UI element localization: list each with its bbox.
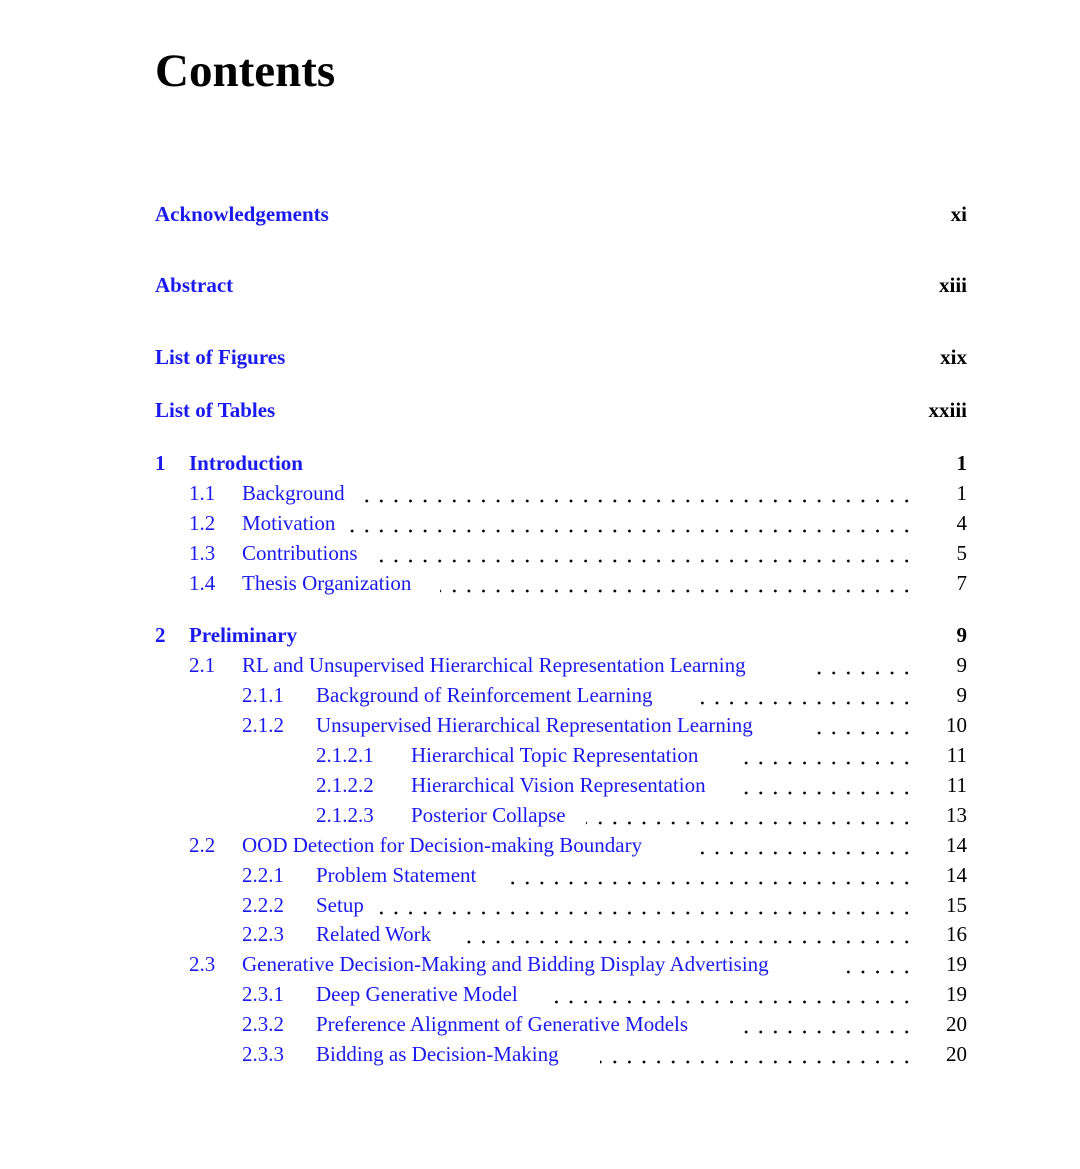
toc-subsection-number[interactable]: 2.1.2 [242,713,284,737]
dot-leader [696,680,914,710]
toc-subsection-label[interactable]: Related Work [316,922,432,946]
dot-leader [506,860,914,890]
toc-chapter-number[interactable]: 1 [155,451,166,475]
toc-section[interactable] [0,478,1080,508]
toc-entry-page: xix [940,345,967,369]
toc-section-number[interactable]: 1.3 [189,541,216,565]
toc-entry-page: 9 [956,623,967,647]
dot-leader [440,568,914,598]
toc-section-label[interactable]: Contributions [242,541,358,565]
toc-subsection-number[interactable]: 2.3.1 [242,982,284,1006]
toc-subsubsection[interactable] [0,740,1080,770]
toc-entry-page: 9 [956,683,967,707]
toc-entry-label[interactable]: Abstract [155,273,234,297]
toc-section-label[interactable]: Generative Decision-Making and Bidding Display Advertising [242,952,769,976]
toc-entry-label[interactable]: List of Figures [155,345,286,369]
toc-subsection-number[interactable]: 2.2.2 [242,893,284,917]
toc-section-number[interactable]: 1.4 [189,571,216,595]
toc-subsubsection-label[interactable]: Hierarchical Topic Representation [411,743,699,767]
dot-leader [696,830,914,860]
toc-section[interactable] [0,568,1080,598]
toc-entry-page: 1 [956,451,967,475]
toc-subsection-label[interactable]: Setup [316,893,364,917]
toc-subsubsection-number[interactable]: 2.1.2.1 [316,743,374,767]
toc-section-label[interactable]: Motivation [242,511,336,535]
dot-leader [744,1009,914,1039]
toc-entry-page: 10 [946,713,967,737]
toc-section[interactable] [0,830,1080,860]
dot-leader [552,979,914,1009]
dot-leader [348,508,914,538]
dot-leader [808,650,914,680]
dot-leader [586,800,914,830]
toc-subsubsection[interactable] [0,800,1080,830]
toc-entry-page: 20 [946,1042,967,1066]
toc-chapter-label[interactable]: Introduction [189,451,303,475]
toc-entry-page: 20 [946,1012,967,1036]
toc-section[interactable] [0,508,1080,538]
toc-entry-page: 9 [956,653,967,677]
toc-entry-page: 11 [946,773,967,797]
toc-section[interactable] [0,538,1080,568]
toc-entry-page: 5 [956,541,967,565]
toc-subsection-label[interactable]: Unsupervised Hierarchical Representation Learning [316,713,753,737]
toc-chapter-2[interactable] [0,620,1080,650]
toc-entry-page: xi [950,202,967,226]
dot-leader [378,538,914,568]
toc-section-label[interactable]: RL and Unsupervised Hierarchical Representation Learning [242,653,746,677]
toc-entry-label[interactable]: List of Tables [155,398,276,422]
dot-leader [600,1039,914,1069]
toc-subsection-label[interactable]: Deep Generative Model [316,982,518,1006]
toc-entry-page: 19 [946,952,967,976]
dot-leader [744,770,914,800]
toc-entry-page: 4 [956,511,967,535]
toc-subsubsection-label[interactable]: Hierarchical Vision Representation [411,773,706,797]
dot-leader [808,710,914,740]
toc-subsection[interactable] [0,710,1080,740]
toc-entry-label[interactable]: Acknowledgements [155,202,329,226]
toc-entry-page: xiii [938,273,967,297]
toc-subsection[interactable] [0,1009,1080,1039]
toc-subsection[interactable] [0,979,1080,1009]
toc-subsubsection-number[interactable]: 2.1.2.2 [316,773,374,797]
toc-chapter-label[interactable]: Preliminary [189,623,298,647]
toc-entry-page: 14 [946,863,967,887]
dot-leader [456,919,914,949]
toc-subsubsection[interactable] [0,770,1080,800]
toc-section-number[interactable]: 2.2 [189,833,216,857]
toc-entry-list-of-tables[interactable] [0,395,1080,425]
toc-entry-page: 15 [946,893,967,917]
toc-subsubsection-number[interactable]: 2.1.2.3 [316,803,374,827]
toc-subsection-label[interactable]: Problem Statement [316,863,477,887]
toc-subsection[interactable] [0,919,1080,949]
toc-subsection-label[interactable]: Bidding as Decision-Making [316,1042,559,1066]
toc-entry-page: 14 [946,833,967,857]
toc-section-label[interactable]: Thesis Organization [242,571,412,595]
toc-entry-page: 7 [956,571,967,595]
toc-section[interactable] [0,949,1080,979]
toc-subsection[interactable] [0,890,1080,920]
dot-leader [362,478,914,508]
toc-entry-page: 11 [946,743,967,767]
toc-subsection-label[interactable]: Preference Alignment of Generative Models [316,1012,689,1036]
toc-entry-page: 19 [946,982,967,1006]
toc-subsection-number[interactable]: 2.1.1 [242,683,284,707]
toc-subsubsection-label[interactable]: Posterior Collapse [411,803,566,827]
toc-subsection[interactable] [0,680,1080,710]
dot-leader [838,949,914,979]
dot-leader [378,890,914,920]
toc-entry-acknowledgements[interactable] [0,199,1080,229]
toc-section[interactable] [0,650,1080,680]
toc-section-number[interactable]: 2.1 [189,653,216,677]
toc-subsection-number[interactable]: 2.3.3 [242,1042,284,1066]
dot-leader [744,740,914,770]
toc-entry-list-of-figures[interactable] [0,342,1080,372]
toc-section-number[interactable]: 2.3 [189,952,216,976]
toc-section-label[interactable]: Background [242,481,345,505]
toc-subsection[interactable] [0,860,1080,890]
toc-subsection-number[interactable]: 2.3.2 [242,1012,284,1036]
toc-entry-abstract[interactable] [0,270,1080,300]
toc-subsection[interactable] [0,1039,1080,1069]
toc-entry-page: xxiii [928,398,967,422]
toc-entry-page: 1 [956,481,967,505]
toc-chapter-number[interactable]: 2 [155,623,166,647]
toc-chapter-1[interactable] [0,448,1080,478]
toc-subsection-number[interactable]: 2.2.3 [242,922,284,946]
page-title: Contents [155,45,336,97]
toc-section-number[interactable]: 1.2 [189,511,216,535]
toc-section-number[interactable]: 1.1 [189,481,216,505]
toc-subsection-label[interactable]: Background of Reinforcement Learning [316,683,653,707]
toc-section-label[interactable]: OOD Detection for Decision-making Boundary [242,833,643,857]
toc-entry-page: 13 [946,803,967,827]
toc-subsection-number[interactable]: 2.2.1 [242,863,284,887]
toc-entry-page: 16 [946,922,967,946]
